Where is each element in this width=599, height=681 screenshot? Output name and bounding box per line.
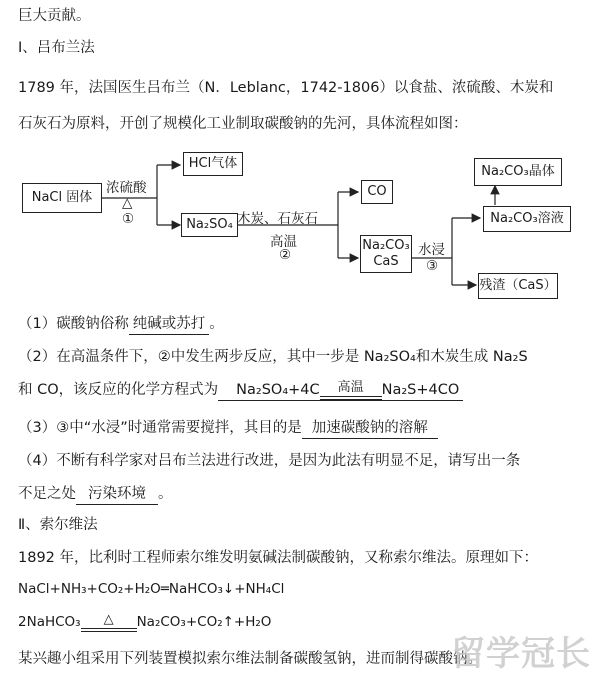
question-4-line1: （4）不断有科学家对吕布兰法进行改进，是因为此法有明显不足，请写出一条: [18, 453, 521, 469]
box-na2co3-cas: Na₂CO₃ CaS: [360, 235, 412, 273]
answer-4: 污染环境: [76, 484, 158, 505]
equation-2-rhs: Na₂CO₃+CO₂↑+H₂O: [136, 614, 272, 630]
watermark-logo: 留学冠长: [451, 634, 591, 674]
box-residue-cas: 残渣（CaS）: [478, 273, 558, 299]
question-2-line1: （2）在高温条件下，②中发生两步反应，其中一步是 Na₂SO₄和木炭生成 Na₂S: [18, 349, 528, 365]
equation-2: [18, 612, 271, 632]
question-1: [18, 314, 224, 335]
paragraph-solvay: 1892 年，比利时工程师索尔维发明氨碱法制碳酸钠，又称索尔维法。原理如下：: [18, 550, 539, 566]
answer-2-lhs: Na₂SO₄+4C: [236, 382, 320, 398]
equation-2-condition: △: [81, 613, 137, 632]
box-nacl-solid: NaCl 固体: [22, 183, 102, 213]
question-4-end: 。: [158, 486, 173, 502]
label-heat-symbol: △: [122, 195, 133, 211]
section-title-leblanc: Ⅰ、吕布兰法: [18, 40, 95, 56]
paragraph-leblanc-line1: 1789 年，法国医生吕布兰（N．Leblanc，1742-1806）以食盐、浓硫酸、木炭和: [18, 80, 554, 96]
intro-text: 巨大贡献。: [18, 8, 91, 24]
box-na2co3-solution: Na₂CO₃溶液: [483, 206, 571, 232]
label-step-2: ②: [279, 247, 292, 263]
question-3: [18, 418, 438, 439]
question-3-text: （3）③中“水浸”时通常需要搅拌，其目的是: [18, 420, 302, 436]
label-conc-sulfuric-acid: 浓硫酸: [106, 180, 147, 196]
label-high-temp: 高温: [270, 234, 297, 250]
question-2-line2: [18, 380, 463, 401]
paragraph-apparatus: 某兴趣小组采用下列装置模拟索尔维法制备碳酸氢钠，进而制得碳酸钠。: [18, 651, 482, 667]
answer-3: 加速碳酸钠的溶解: [302, 418, 438, 439]
answer-2-rhs: Na₂S+4CO: [381, 382, 460, 398]
question-1-text: （1）碳酸钠俗称: [18, 316, 129, 332]
label-step-3: ③: [426, 258, 439, 274]
equation-2-lhs: 2NaHCO₃: [18, 614, 81, 630]
question-4-line2: [18, 484, 173, 505]
question-4-text: 不足之处: [18, 486, 76, 502]
box-co: CO: [361, 180, 393, 204]
label-carbon-limestone: 木炭、石灰石: [237, 211, 318, 227]
answer-2-condition: 高温: [320, 381, 382, 400]
box-hcl-gas: HCl气体: [183, 152, 243, 176]
label-step-1: ①: [122, 211, 135, 227]
question-1-end: 。: [209, 316, 224, 332]
answer-1: 纯碱或苏打: [129, 314, 210, 335]
paragraph-leblanc-line2: 石灰石为原料，开创了规模化工业制取碳酸钠的先河，具体流程如图：: [18, 116, 468, 132]
answer-2-equation: [218, 380, 463, 401]
box-na2so4: Na₂SO₄: [181, 213, 238, 237]
question-2-text: 和 CO，该反应的化学方程式为: [18, 382, 219, 398]
section-title-solvay: Ⅱ、索尔维法: [18, 517, 98, 533]
label-water-leach: 水浸: [418, 242, 445, 258]
equation-1: NaCl+NH₃+CO₂+H₂O═NaHCO₃↓+NH₄Cl: [18, 581, 285, 597]
box-na2co3-crystal: Na₂CO₃晶体: [474, 158, 562, 186]
